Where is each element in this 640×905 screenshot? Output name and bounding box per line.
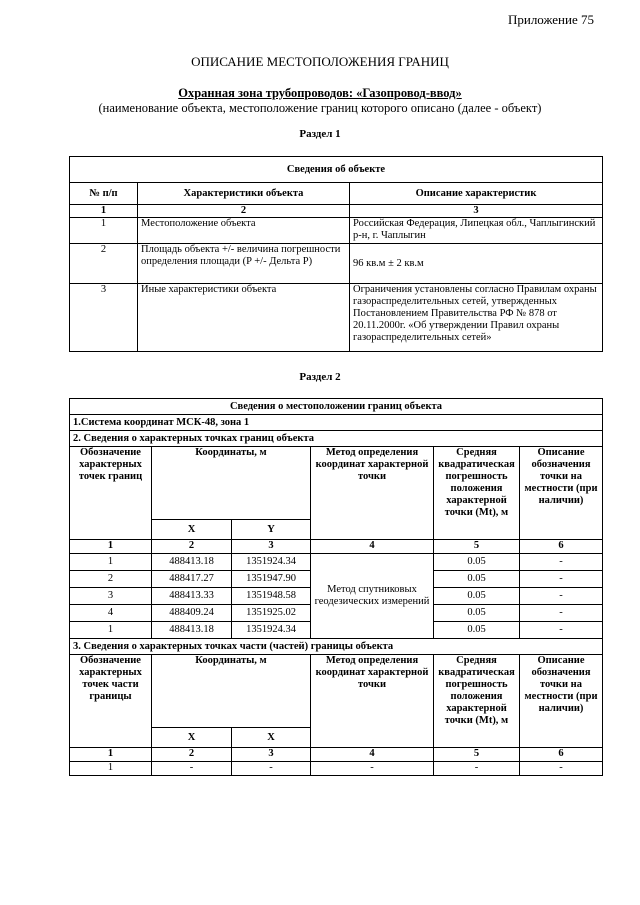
column-header: Метод определения координат характерной точки bbox=[311, 447, 434, 540]
column-header: Характеристики объекта bbox=[138, 183, 350, 205]
point-x: 488413.18 bbox=[152, 622, 232, 639]
column-number: 2 bbox=[152, 748, 232, 762]
section-2-label: Раздел 2 bbox=[299, 371, 341, 383]
column-header-x: X bbox=[152, 520, 232, 540]
column-number: 4 bbox=[311, 540, 434, 554]
appendix-label: Приложение 75 bbox=[507, 12, 594, 27]
point-y: 1351924.34 bbox=[232, 554, 311, 571]
table-row bbox=[70, 244, 603, 284]
section-1-label: Раздел 1 bbox=[299, 128, 341, 140]
table-row bbox=[70, 554, 603, 571]
characteristic-name: Местоположение объекта bbox=[138, 218, 350, 244]
part-point-number: 1 bbox=[70, 762, 152, 776]
method-value: Метод спутниковых геодезических измерений bbox=[311, 554, 434, 639]
part-points-section-title: 3. Сведения о характерных точках части (частей) границы объекта bbox=[70, 639, 603, 655]
column-header: Средняя квадратическая погрешность положения характерной точки (Mt), м bbox=[434, 655, 520, 748]
point-number: 3 bbox=[70, 588, 152, 605]
column-header: Описание характеристик bbox=[350, 183, 603, 205]
part-point-mt: - bbox=[434, 762, 520, 776]
column-number: 1 bbox=[70, 205, 138, 218]
point-number: 4 bbox=[70, 605, 152, 622]
column-number: 4 bbox=[311, 748, 434, 762]
point-description: - bbox=[520, 588, 603, 605]
object-name: Охранная зона трубопроводов: «Газопровод-ввод» bbox=[178, 86, 462, 100]
boundary-table bbox=[69, 398, 603, 776]
column-header-y: Y bbox=[232, 520, 311, 540]
point-number: 1 bbox=[70, 622, 152, 639]
column-number: 2 bbox=[152, 540, 232, 554]
column-header: № п/п bbox=[70, 183, 138, 205]
characteristic-value: Российская Федерация, Липецкая обл., Чаплыгинский р-н, г. Чаплыгин bbox=[350, 218, 603, 244]
characteristic-value: Ограничения установлены согласно Правилам охраны газораспределительных сетей, утвержденных Постановлением Правительства РФ № 878 от 20.11.2000г. «Об утверждении Правил охраны газораспределительных сетей» bbox=[350, 284, 603, 352]
point-description: - bbox=[520, 605, 603, 622]
column-header: Описание обозначения точки на местности (при наличии) bbox=[520, 447, 603, 540]
point-y: 1351924.34 bbox=[232, 622, 311, 639]
coordinate-system: 1.Система координат МСК-48, зона 1 bbox=[70, 415, 603, 431]
point-y: 1351947.90 bbox=[232, 571, 311, 588]
point-y: 1351948.58 bbox=[232, 588, 311, 605]
column-number: 1 bbox=[70, 748, 152, 762]
column-number: 3 bbox=[350, 205, 603, 218]
part-point-x: - bbox=[152, 762, 232, 776]
point-mt: 0.05 bbox=[434, 571, 520, 588]
column-number: 5 bbox=[434, 748, 520, 762]
column-number: 6 bbox=[520, 540, 603, 554]
column-header: Координаты, м bbox=[152, 447, 311, 520]
table-row bbox=[70, 762, 603, 776]
column-number: 1 bbox=[70, 540, 152, 554]
column-header: Метод определения координат характерной точки bbox=[311, 655, 434, 748]
point-x: 488413.18 bbox=[152, 554, 232, 571]
point-mt: 0.05 bbox=[434, 622, 520, 639]
point-description: - bbox=[520, 571, 603, 588]
column-number: 3 bbox=[232, 540, 311, 554]
document-title: ОПИСАНИЕ МЕСТОПОЛОЖЕНИЯ ГРАНИЦ bbox=[191, 54, 449, 69]
column-header: Описание обозначения точки на местности (при наличии) bbox=[520, 655, 603, 748]
part-point-y: - bbox=[232, 762, 311, 776]
point-mt: 0.05 bbox=[434, 554, 520, 571]
column-header: Обозначение характерных точек части границы bbox=[70, 655, 152, 748]
point-description: - bbox=[520, 554, 603, 571]
row-number: 1 bbox=[70, 218, 138, 244]
column-number: 3 bbox=[232, 748, 311, 762]
characteristic-name: Иные характеристики объекта bbox=[138, 284, 350, 352]
point-mt: 0.05 bbox=[434, 605, 520, 622]
table-row bbox=[70, 218, 603, 244]
column-number: 6 bbox=[520, 748, 603, 762]
points-section-title: 2. Сведения о характерных точках границ объекта bbox=[70, 431, 603, 447]
point-x: 488409.24 bbox=[152, 605, 232, 622]
point-y: 1351925.02 bbox=[232, 605, 311, 622]
point-x: 488417.27 bbox=[152, 571, 232, 588]
row-number: 3 bbox=[70, 284, 138, 352]
object-info-table bbox=[69, 156, 603, 352]
part-point-method: - bbox=[311, 762, 434, 776]
point-mt: 0.05 bbox=[434, 588, 520, 605]
column-header: Координаты, м bbox=[152, 655, 311, 728]
table-title: Сведения об объекте bbox=[70, 157, 603, 183]
column-header-x: X bbox=[152, 728, 232, 748]
point-description: - bbox=[520, 622, 603, 639]
column-header-y: X bbox=[232, 728, 311, 748]
column-header: Средняя квадратическая погрешность положения характерной точки (Mt), м bbox=[434, 447, 520, 540]
point-number: 1 bbox=[70, 554, 152, 571]
row-number: 2 bbox=[70, 244, 138, 284]
point-x: 488413.33 bbox=[152, 588, 232, 605]
column-header: Обозначение характерных точек границ bbox=[70, 447, 152, 540]
column-number: 5 bbox=[434, 540, 520, 554]
table-title: Сведения о местоположении границ объекта bbox=[70, 399, 603, 415]
column-number: 2 bbox=[138, 205, 350, 218]
table-row bbox=[70, 284, 603, 352]
object-note: (наименование объекта, местоположение границ которого описано (далее - объект) bbox=[98, 101, 542, 115]
point-number: 2 bbox=[70, 571, 152, 588]
characteristic-name: Площадь объекта +/- величина погрешности определения площади (P +/- Дельта P) bbox=[138, 244, 350, 284]
part-point-description: - bbox=[520, 762, 603, 776]
characteristic-value: 96 кв.м ± 2 кв.м bbox=[350, 244, 603, 284]
